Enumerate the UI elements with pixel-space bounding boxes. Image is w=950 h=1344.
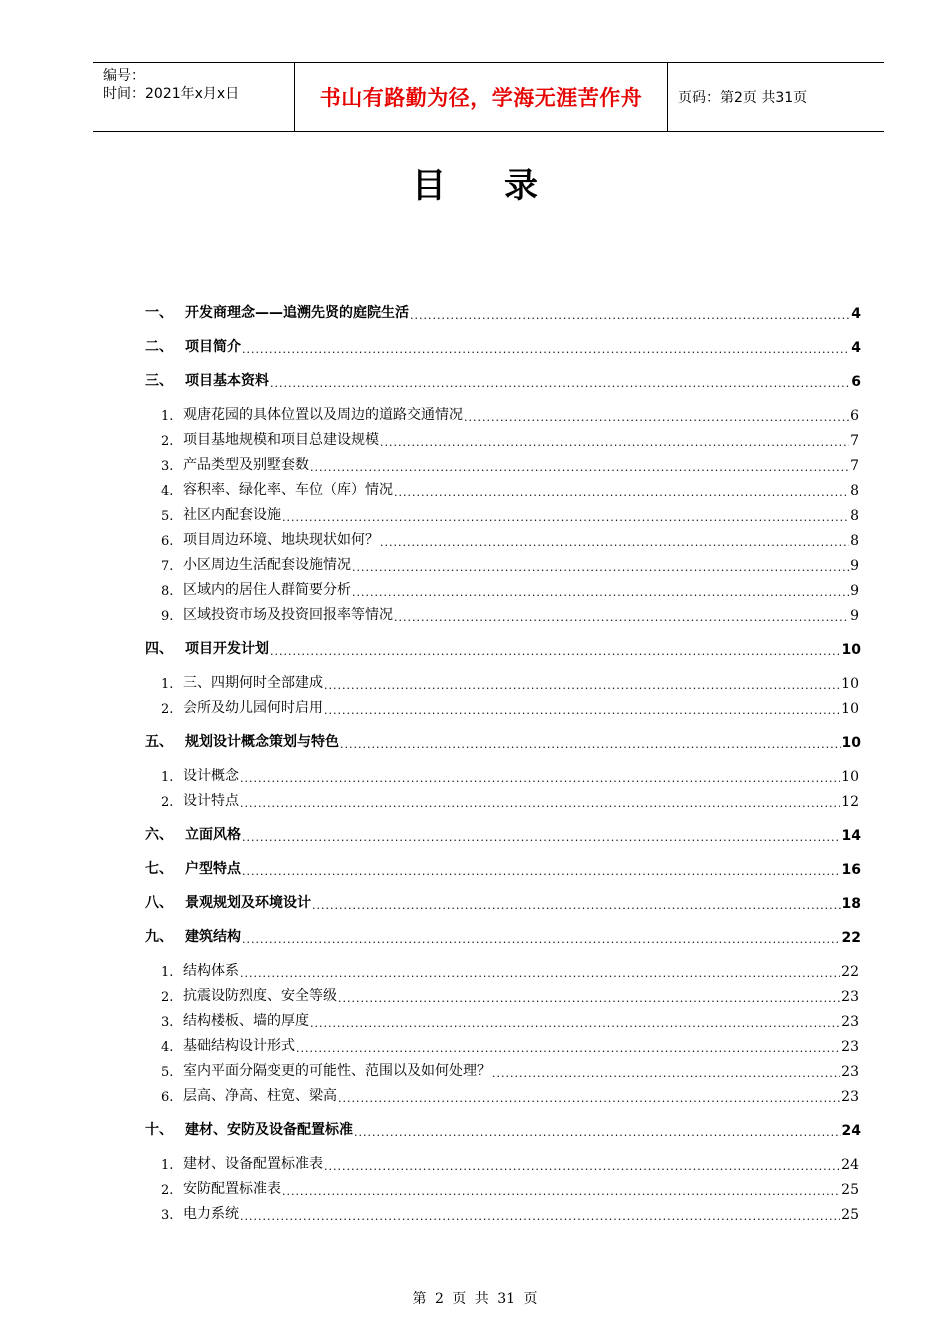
toc-section-entry[interactable] — [145, 854, 861, 878]
toc-entry-page: 23 — [841, 1064, 859, 1080]
toc-entry-page: 12 — [841, 794, 859, 810]
toc-subsection-entry[interactable] — [145, 575, 859, 599]
toc-subsection-entry[interactable] — [145, 400, 859, 424]
toc-entry-number: 1. — [161, 965, 174, 980]
toc-entry-number: 九、 — [145, 929, 173, 945]
toc-entry-label: 立面风格 — [185, 827, 241, 843]
toc-entry-number: 七、 — [145, 861, 173, 877]
toc-entry-label: 安防配置标准表 — [183, 1181, 281, 1197]
toc-entry-page: 23 — [841, 1039, 859, 1055]
toc-entry-page: 8 — [850, 483, 859, 499]
toc-entry-label: 项目基地规模和项目总建设规模 — [183, 432, 379, 448]
toc-subsection-entry[interactable] — [145, 450, 859, 474]
toc-entry-number: 6. — [161, 1090, 174, 1105]
toc-subsection-entry[interactable] — [145, 981, 859, 1005]
toc-entry-page: 7 — [850, 458, 859, 474]
toc-dot-leader — [492, 1067, 840, 1080]
toc-entry-page: 18 — [841, 896, 861, 912]
toc-dot-leader — [324, 679, 840, 692]
toc-entry-page: 8 — [850, 533, 859, 549]
header-meta — [93, 63, 295, 131]
toc-subsection-entry[interactable] — [145, 1031, 859, 1055]
page-header — [93, 62, 884, 132]
toc-entry-page: 6 — [850, 408, 859, 424]
toc-entry-number: 5. — [161, 509, 174, 524]
toc-entry-number: 6. — [161, 534, 174, 549]
toc-section-entry[interactable] — [145, 298, 861, 322]
toc-entry-label: 小区周边生活配套设施情况 — [183, 557, 351, 573]
toc-entry-label: 景观规划及环境设计 — [185, 895, 311, 911]
toc-dot-leader — [310, 461, 849, 474]
toc-entry-page: 9 — [850, 558, 859, 574]
toc-dot-leader — [338, 1092, 840, 1105]
toc-entry-label: 项目简介 — [185, 339, 241, 355]
toc-dot-leader — [240, 772, 840, 785]
toc-subsection-entry[interactable] — [145, 1056, 859, 1080]
toc-entry-label: 三、四期何时全部建成 — [183, 675, 323, 691]
toc-entry-page: 9 — [850, 608, 859, 624]
toc-subsection-entry[interactable] — [145, 1081, 859, 1105]
toc-entry-number: 7. — [161, 559, 174, 574]
toc-entry-label: 项目周边环境、地块现状如何？ — [183, 532, 379, 548]
toc-dot-leader — [240, 797, 840, 810]
toc-entry-page: 10 — [841, 769, 859, 785]
toc-entry-page: 10 — [841, 642, 861, 658]
toc-dot-leader — [338, 992, 840, 1005]
toc-entry-page: 22 — [841, 930, 861, 946]
toc-entry-label: 室内平面分隔变更的可能性、范围以及如何处理？ — [183, 1063, 491, 1079]
toc-dot-leader — [312, 899, 841, 912]
toc-entry-label: 开发商理念——追溯先贤的庭院生活 — [185, 305, 409, 321]
toc-entry-number: 2. — [161, 702, 174, 717]
toc-entry-page: 4 — [851, 340, 861, 356]
toc-entry-label: 项目开发计划 — [185, 641, 269, 657]
toc-entry-number: 1. — [161, 770, 174, 785]
toc-entry-label: 结构体系 — [183, 963, 239, 979]
toc-entry-number: 2. — [161, 434, 174, 449]
toc-subsection-entry[interactable] — [145, 761, 859, 785]
toc-entry-number: 2. — [161, 795, 174, 810]
toc-entry-label: 设计特点 — [183, 793, 239, 809]
toc-entry-label: 区域投资市场及投资回报率等情况 — [183, 607, 393, 623]
toc-dot-leader — [354, 1126, 841, 1139]
toc-entry-number: 1. — [161, 409, 174, 424]
toc-entry-page: 23 — [841, 1014, 859, 1030]
toc-entry-number: 十、 — [145, 1122, 173, 1138]
header-time-label: 时间：2021年x月x日 — [103, 86, 240, 102]
toc-dot-leader — [242, 933, 841, 946]
toc-dot-leader — [352, 586, 849, 599]
toc-subsection-entry[interactable] — [145, 1174, 859, 1198]
toc-entry-number: 八、 — [145, 895, 173, 911]
toc-entry-page: 6 — [851, 374, 861, 390]
toc-entry-number: 六、 — [145, 827, 173, 843]
toc-entry-number: 3. — [161, 1015, 174, 1030]
toc-entry-number: 1. — [161, 677, 174, 692]
toc-subsection-entry[interactable] — [145, 500, 859, 524]
toc-dot-leader — [296, 1042, 840, 1055]
toc-entry-page: 10 — [841, 701, 859, 717]
toc-entry-label: 产品类型及别墅套数 — [183, 457, 309, 473]
toc-entry-label: 建材、设备配置标准表 — [183, 1156, 323, 1172]
toc-entry-page: 23 — [841, 1089, 859, 1105]
toc-section-entry[interactable] — [145, 634, 861, 658]
toc-entry-page: 10 — [841, 735, 861, 751]
toc-entry-number: 五、 — [145, 734, 173, 750]
header-page-info: 页码：第2页 共31页 — [678, 90, 808, 106]
toc-entry-number: 三、 — [145, 373, 173, 389]
toc-entry-page: 16 — [841, 862, 861, 878]
toc-entry-label: 设计概念 — [183, 768, 239, 784]
toc-dot-leader — [240, 1210, 840, 1223]
toc-entry-number: 3. — [161, 459, 174, 474]
toc-entry-number: 二、 — [145, 339, 173, 355]
toc-subsection-entry[interactable] — [145, 668, 859, 692]
toc-section-entry[interactable] — [145, 366, 861, 390]
toc-entry-page: 24 — [841, 1157, 859, 1173]
toc-entry-label: 容积率、绿化率、车位（库）情况 — [183, 482, 393, 498]
toc-entry-label: 区域内的居住人群简要分析 — [183, 582, 351, 598]
toc-dot-leader — [270, 377, 850, 390]
toc-entry-number: 9. — [161, 609, 174, 624]
toc-dot-leader — [352, 561, 849, 574]
toc-entry-label: 基础结构设计形式 — [183, 1038, 295, 1054]
toc-dot-leader — [464, 411, 849, 424]
toc-entry-number: 四、 — [145, 641, 173, 657]
toc-dot-leader — [240, 967, 840, 980]
toc-dot-leader — [340, 738, 841, 751]
toc-entry-label: 层高、净高、柱宽、梁高 — [183, 1088, 337, 1104]
toc-entry-page: 4 — [851, 306, 861, 322]
toc-entry-page: 8 — [850, 508, 859, 524]
toc-entry-number: 4. — [161, 484, 174, 499]
toc-section-entry[interactable] — [145, 727, 861, 751]
toc-section-entry[interactable] — [145, 922, 861, 946]
toc-entry-number: 5. — [161, 1065, 174, 1080]
toc-entry-label: 户型特点 — [185, 861, 241, 877]
toc-subsection-entry[interactable] — [145, 475, 859, 499]
toc-dot-leader — [324, 704, 840, 717]
toc-dot-leader — [282, 511, 849, 524]
toc-entry-number: 3. — [161, 1208, 174, 1223]
toc-subsection-entry[interactable] — [145, 525, 859, 549]
toc-subsection-entry[interactable] — [145, 956, 859, 980]
page-title: 目录 — [412, 166, 596, 206]
toc-entry-number: 8. — [161, 584, 174, 599]
header-code-label: 编号： — [103, 68, 145, 84]
toc-subsection-entry[interactable] — [145, 600, 859, 624]
toc-dot-leader — [394, 486, 849, 499]
toc-entry-label: 结构楼板、墙的厚度 — [183, 1013, 309, 1029]
toc-entry-label: 观唐花园的具体位置以及周边的道路交通情况 — [183, 407, 463, 423]
header-motto: 书山有路勤为径，学海无涯苦作舟 — [295, 63, 668, 131]
toc-entry-label: 抗震设防烈度、安全等级 — [183, 988, 337, 1004]
toc-entry-label: 会所及幼儿园何时启用 — [183, 700, 323, 716]
toc-dot-leader — [242, 831, 841, 844]
toc-section-entry[interactable] — [145, 1115, 861, 1139]
toc-entry-label: 社区内配套设施 — [183, 507, 281, 523]
toc-dot-leader — [282, 1185, 840, 1198]
page-footer: 第 2 页 共 31 页 — [412, 1291, 538, 1307]
toc-entry-page: 23 — [841, 989, 859, 1005]
toc-entry-number: 2. — [161, 1183, 174, 1198]
toc-entry-page: 7 — [850, 433, 859, 449]
toc-dot-leader — [242, 343, 850, 356]
toc-dot-leader — [324, 1160, 840, 1173]
toc-entry-page: 22 — [841, 964, 859, 980]
toc-section-entry[interactable] — [145, 820, 861, 844]
toc-entry-number: 2. — [161, 990, 174, 1005]
toc-section-entry[interactable] — [145, 332, 861, 356]
toc-entry-page: 25 — [841, 1207, 859, 1223]
toc-subsection-entry[interactable] — [145, 550, 859, 574]
toc-entry-label: 规划设计概念策划与特色 — [185, 734, 339, 750]
toc-dot-leader — [310, 1017, 840, 1030]
toc-subsection-entry[interactable] — [145, 425, 859, 449]
toc-subsection-entry[interactable] — [145, 1199, 859, 1223]
toc-dot-leader — [380, 436, 849, 449]
toc-entry-label: 建筑结构 — [185, 929, 241, 945]
toc-dot-leader — [242, 865, 841, 878]
toc-entry-page: 10 — [841, 676, 859, 692]
toc-entry-label: 建材、安防及设备配置标准 — [185, 1122, 353, 1138]
toc-subsection-entry[interactable] — [145, 1006, 859, 1030]
toc-entry-page: 14 — [841, 828, 861, 844]
toc-subsection-entry[interactable] — [145, 786, 859, 810]
toc-entry-number: 4. — [161, 1040, 174, 1055]
toc-entry-page: 24 — [841, 1123, 861, 1139]
toc-subsection-entry[interactable] — [145, 693, 859, 717]
toc-subsection-entry[interactable] — [145, 1149, 859, 1173]
toc-entry-label: 电力系统 — [183, 1206, 239, 1222]
toc-entry-number: 一、 — [145, 305, 173, 321]
toc-entry-page: 25 — [841, 1182, 859, 1198]
toc-entry-page: 9 — [850, 583, 859, 599]
toc-dot-leader — [380, 536, 849, 549]
toc-entry-label: 项目基本资料 — [185, 373, 269, 389]
toc-dot-leader — [270, 645, 841, 658]
toc-dot-leader — [410, 309, 850, 322]
toc-dot-leader — [394, 611, 849, 624]
toc-section-entry[interactable] — [145, 888, 861, 912]
toc-entry-number: 1. — [161, 1158, 174, 1173]
